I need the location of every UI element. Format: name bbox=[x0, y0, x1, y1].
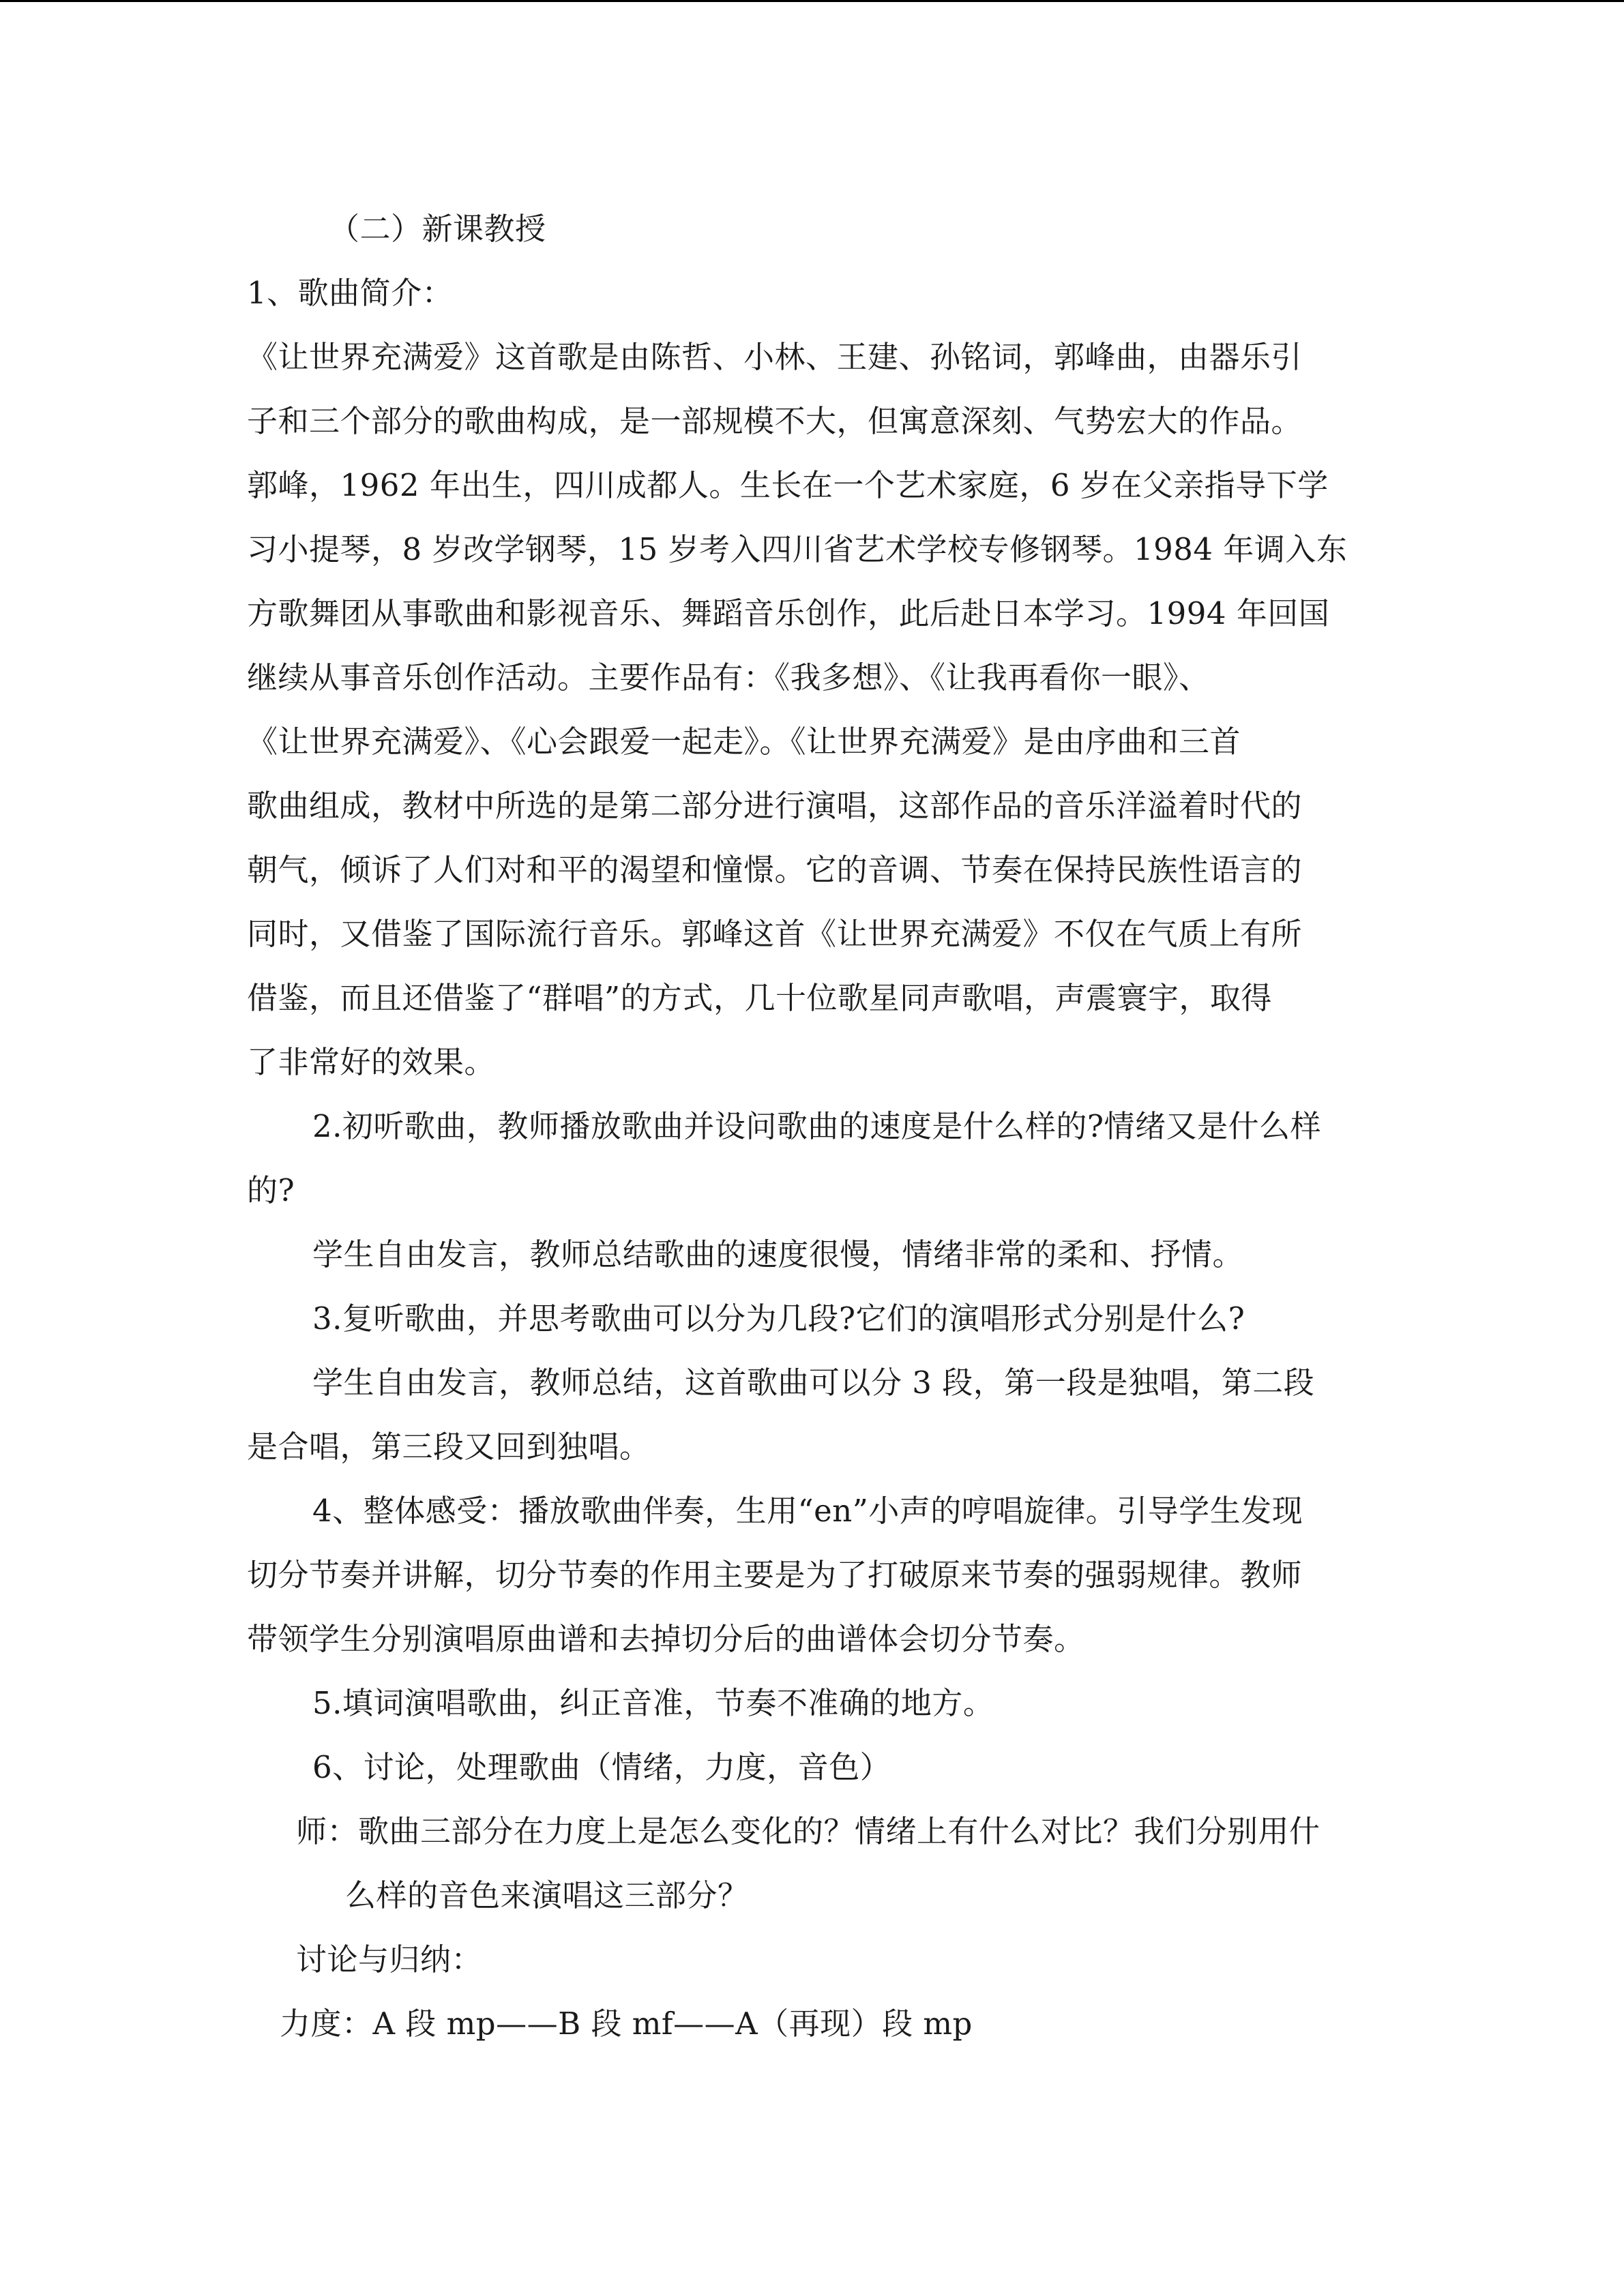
paragraph-line: 《让世界充满爱》这首歌是由陈哲、小林、王建、孙铭词，郭峰曲，由器乐引 bbox=[247, 339, 1303, 375]
paragraph-line: 方歌舞团从事歌曲和影视音乐、舞蹈音乐创作，此后赴日本学习。1994 年回国 bbox=[247, 595, 1330, 631]
step-discussion: 6、讨论，处理歌曲（情绪，力度，音色） bbox=[312, 1749, 891, 1785]
paragraph-line: 歌曲组成，教材中所选的是第二部分进行演唱，这部作品的音乐洋溢着时代的 bbox=[247, 788, 1303, 824]
paragraph-line: 继续从事音乐创作活动。主要作品有：《我多想》、《让我再看你一眼》、 bbox=[247, 659, 1210, 696]
paragraph-line: 了非常好的效果。 bbox=[247, 1044, 496, 1080]
paragraph-line: 《让世界充满爱》、《心会跟爱一起走》。《让世界充满爱》是由序曲和三首 bbox=[247, 724, 1241, 760]
paragraph-line: 郭峰，1962 年出生，四川成都人。生长在一个艺术家庭，6 岁在父亲指导下学 bbox=[247, 467, 1329, 503]
discussion-summary-label: 讨论与归纳： bbox=[296, 1941, 483, 1978]
paragraph-line: 么样的音色来演唱这三部分？ bbox=[345, 1877, 749, 1913]
section-heading: （二）新课教授 bbox=[329, 211, 546, 247]
dynamics-line: 力度：A 段 mp——B 段 mf——A（再现）段 mp bbox=[280, 2006, 973, 2042]
subheading-song-intro: 1、歌曲简介： bbox=[247, 275, 454, 311]
paragraph-line: 学生自由发言，教师总结歌曲的速度很慢，情绪非常的柔和、抒情。 bbox=[312, 1236, 1244, 1272]
paragraph-line: 学生自由发言，教师总结，这首歌曲可以分 3 段，第一段是独唱，第二段 bbox=[312, 1365, 1315, 1401]
paragraph-line: 同时，又借鉴了国际流行音乐。郭峰这首《让世界充满爱》不仅在气质上有所 bbox=[247, 916, 1303, 952]
paragraph-line: 子和三个部分的歌曲构成，是一部规模不大，但寓意深刻、气势宏大的作品。 bbox=[247, 403, 1303, 439]
paragraph-line: 习小提琴，8 岁改学钢琴，15 岁考入四川省艺术学校专修钢琴。1984 年调入东 bbox=[247, 531, 1348, 567]
paragraph-line: 是合唱，第三段又回到独唱。 bbox=[247, 1429, 651, 1465]
paragraph-line: 的? bbox=[247, 1172, 295, 1208]
step-sing-lyrics: 5.填词演唱歌曲，纠正音准，节奏不准确的地方。 bbox=[312, 1685, 994, 1721]
step-relisten: 3.复听歌曲，并思考歌曲可以分为几段?它们的演唱形式分别是什么? bbox=[312, 1300, 1245, 1337]
paragraph-line: 朝气，倾诉了人们对和平的渴望和憧憬。它的音调、节奏在保持民族性语言的 bbox=[247, 852, 1303, 888]
paragraph-line: 带领学生分别演唱原曲谱和去掉切分后的曲谱体会切分节奏。 bbox=[247, 1621, 1085, 1657]
paragraph-line: 借鉴，而且还借鉴了“群唱”的方式，几十位歌星同声歌唱，声震寰宇，取得 bbox=[247, 980, 1273, 1016]
paragraph-line: 切分节奏并讲解，切分节奏的作用主要是为了打破原来节奏的强弱规律。教师 bbox=[247, 1557, 1303, 1593]
teacher-question: 师：歌曲三部分在力度上是怎么变化的？情绪上有什么对比？我们分别用什 bbox=[296, 1813, 1320, 1849]
step-overall-feel: 4、整体感受：播放歌曲伴奏，生用“en”小声的哼唱旋律。引导学生发现 bbox=[312, 1493, 1303, 1529]
step-first-listen: 2.初听歌曲，教师播放歌曲并设问歌曲的速度是什么样的?情绪又是什么样 bbox=[312, 1108, 1322, 1144]
